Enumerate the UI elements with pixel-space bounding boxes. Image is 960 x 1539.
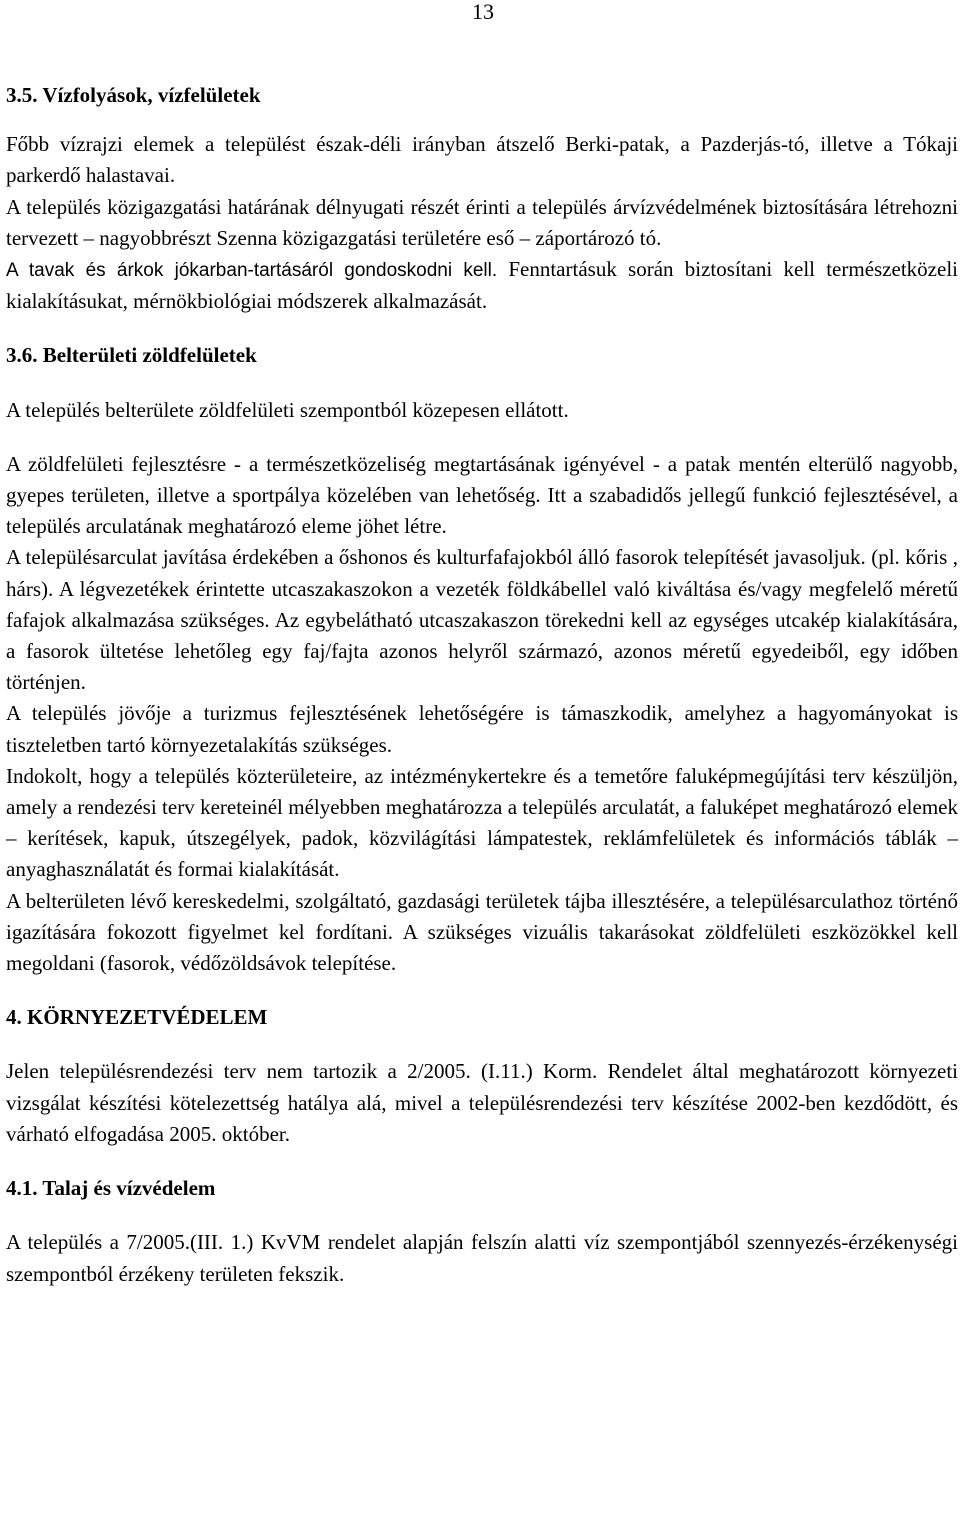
paragraph-village-image: Indokolt, hogy a település közterületeire, az intézménykertekre és a temetőre faluképmegújítási terv készüljön, amely a rendezési terv kereteinél mélyebben meghatározza a település arculatát, a faluképet meghatározó elemek – kerítések, kapuk, útszegélyek, padok, közvilágítási lámpatestek, reklámfelületek és információs táblák – anyaghasználatát és formai kialakítását. bbox=[6, 763, 958, 882]
paragraph-maintenance bbox=[6, 254, 958, 317]
paragraph-environmental-assessment: Jelen településrendezési terv nem tartozik a 2/2005. (I.11.) Korm. Rendelet által meghatározott környezeti vizsgálat készítési kötelezettség hatálya alá, mivel a településrendezési terv készítése 2002-ben kezdődött, és várható elfogadása 2005. október. bbox=[6, 1059, 958, 1146]
paragraph-green-development: A zöldfelületi fejlesztésre - a természetközeliség megtartásának igényével - a patak mentén elterülő nagyobb, gyepes területen, illetve a sportpálya közelében van lehetőség. Itt a szabadidős jellegű funkció fejlesztésével, a település arculatának meghatározó eleme jöhet létre. bbox=[6, 451, 958, 539]
document-body bbox=[6, 80, 958, 1290]
maintenance-lead: A tavak és árkok jókarban-tartásáról gondoskodni kell. bbox=[6, 260, 498, 282]
paragraph-watercourses-main: Főbb vízrajzi elemek a települést észak-déli irányban átszelő Berki-patak, a Pazderjás-tó, illetve a Tókaji parkerdő halastavai. bbox=[6, 132, 958, 188]
paragraph-tourism: A település jövője a turizmus fejlesztésének lehetőségére is támaszkodik, amelyhez a hagyományokat is tiszteletben tartó környezetalakítás szükséges. bbox=[6, 701, 958, 757]
paragraph-green-supply: A település belterülete zöldfelületi szempontból közepesen ellátott. bbox=[6, 397, 569, 422]
heading-3-6: 3.6. Belterületi zöldfelületek bbox=[6, 343, 257, 368]
maintenance-rest: Fenntartásuk során biztosítani kell természetközeli kialakításukat, mérnökbiológiai módszerek alkalmazását. bbox=[6, 257, 958, 314]
paragraph-reservoir: A település közigazgatási határának délnyugati részét érinti a település árvízvédelmének biztosítására létrehozni tervezett – nagyobbrészt Szenna közigazgatási területére eső – záportározó tó. bbox=[6, 194, 958, 250]
paragraph-soil-water: A település a 7/2005.(III. 1.) KvVM rendelet alapján felszín alatti víz szempontjából szennyezés-érzékenységi szempontból érzékeny területen fekszik. bbox=[6, 1230, 958, 1286]
paragraph-commercial-areas: A belterületen lévő kereskedelmi, szolgáltató, gazdasági területek tájba illesztésére, a településarculathoz történő igazítására fokozott figyelmet kel fordítani. A szükséges vizuális takarásokat zöldfelületi eszközökkel kell megoldani (fasorok, védőzöldsávok telepítése. bbox=[6, 888, 958, 976]
heading-4: 4. KÖRNYEZETVÉDELEM bbox=[6, 1005, 268, 1030]
paragraph-tree-rows: A településarculat javítása érdekében a őshonos és kulturfafajokból álló fasorok telepítését javasoljuk. (pl. kőris , hárs). A légvezetékek érintette utcaszakaszokon a vezeték földkábellel való kiváltása és/vagy megfelelő méretű fafajok alkalmazása szükséges. Az egybelátható utcaszakaszon törekedni kell az egységes utcakép kialakítására, a fasorok ültetése lehetőleg egy faj/fajta azonos helyről származó, azonos méretű egyedeiből, egy időben történjen. bbox=[6, 545, 958, 695]
heading-4-1: 4.1. Talaj és vízvédelem bbox=[6, 1176, 216, 1201]
page-number: 13 bbox=[472, 0, 494, 24]
heading-3-5: 3.5. Vízfolyások, vízfelületek bbox=[6, 83, 261, 107]
